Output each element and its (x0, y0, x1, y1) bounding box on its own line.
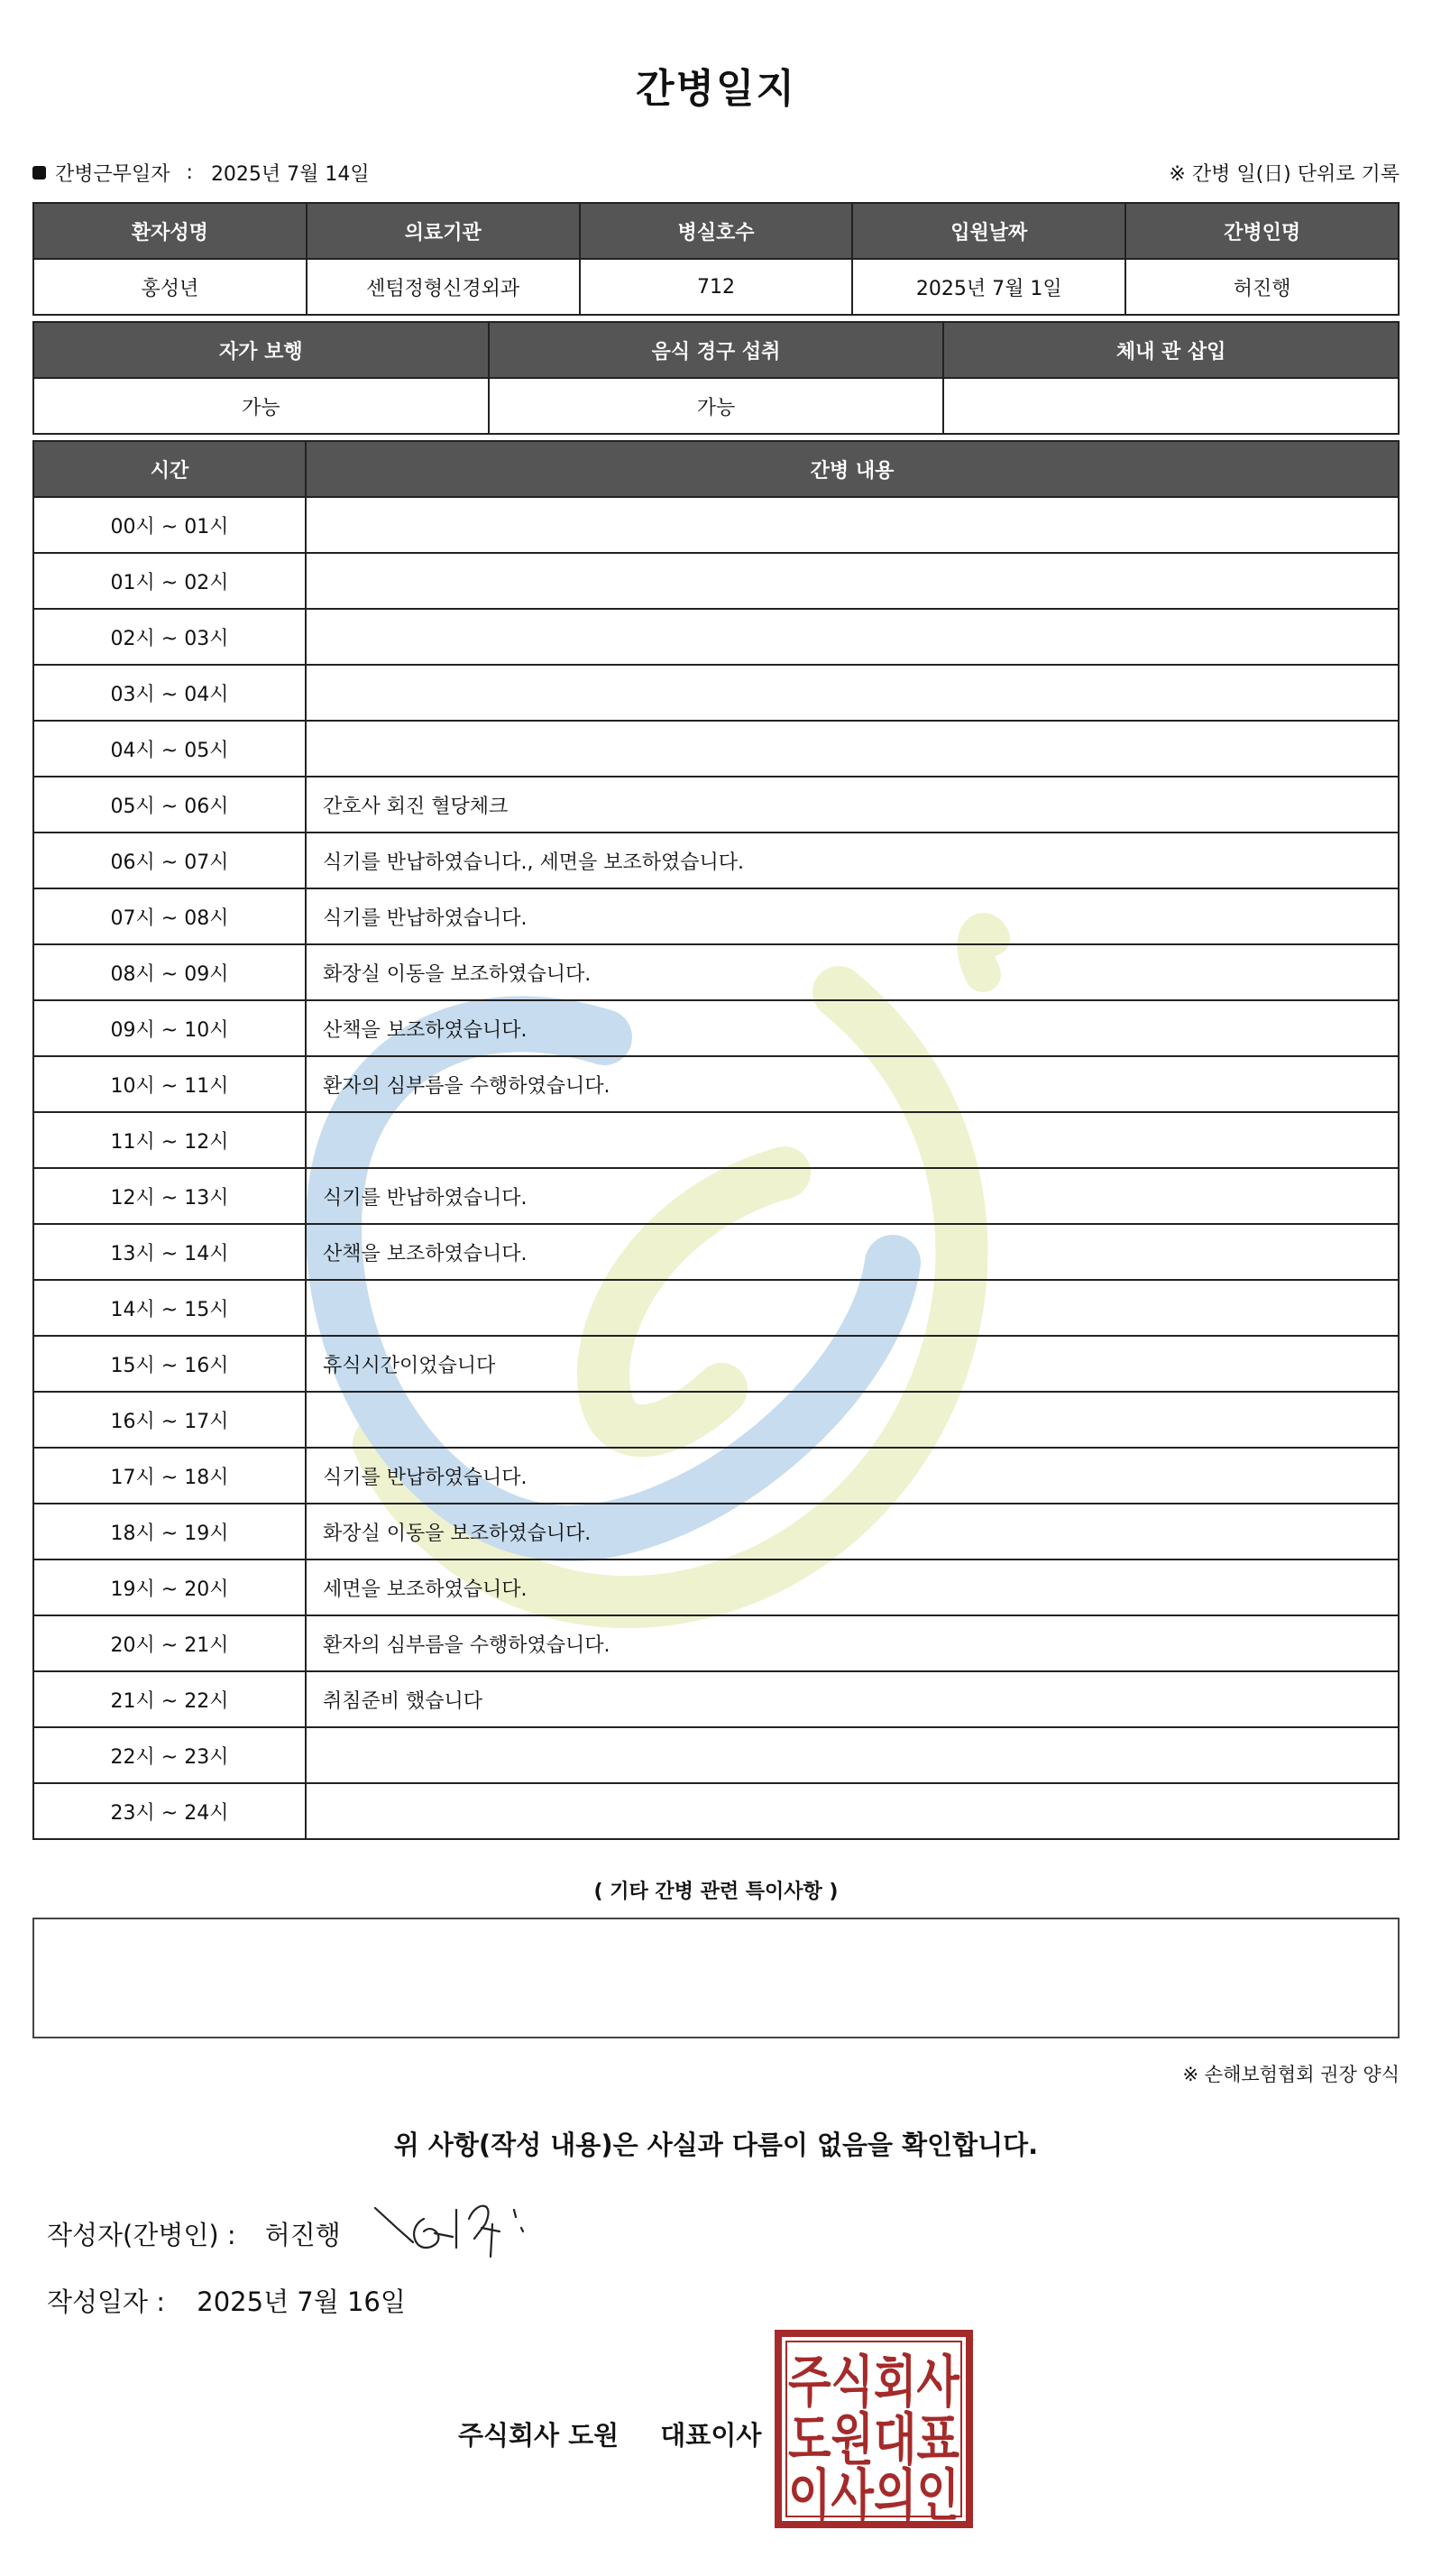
header-patient-name: 환자성명 (33, 203, 307, 259)
care-log-content (306, 609, 1399, 665)
status-value-row (33, 378, 1399, 434)
patient-status-table (32, 321, 1400, 435)
care-log-time: 21시 ~ 22시 (33, 1671, 306, 1727)
work-date-colon: : (186, 161, 193, 184)
document-title: 간병일지 (635, 66, 796, 112)
admission-date: 2025년 7월 1일 (852, 259, 1125, 315)
work-date-label: 간병근무일자 (55, 163, 170, 186)
written-date-row (47, 2282, 406, 2319)
care-log-content (306, 1392, 1399, 1448)
work-date-value: 2025년 7월 14일 (210, 163, 370, 186)
care-log-content: 취침준비 했습니다 (306, 1671, 1399, 1727)
care-log-time: 03시 ~ 04시 (33, 665, 306, 721)
care-log-row (33, 1727, 1399, 1783)
notes-box (32, 1918, 1400, 2038)
header-admission-date: 입원날짜 (852, 203, 1125, 259)
care-log-header-row (33, 441, 1399, 497)
care-log-row (33, 497, 1399, 553)
care-log-row (33, 1559, 1399, 1615)
header-oral-intake: 음식 경구 섭취 (489, 322, 944, 378)
header-time: 시간 (33, 441, 306, 497)
care-log-row (33, 1280, 1399, 1336)
care-log-row (33, 833, 1399, 888)
care-log-time: 23시 ~ 24시 (33, 1783, 306, 1839)
care-log-body (33, 497, 1399, 1839)
care-log-content (306, 1112, 1399, 1168)
care-log-content: 환자의 심부름을 수행하였습니다. (306, 1615, 1399, 1671)
care-log-content: 식기를 반납하였습니다. (306, 1448, 1399, 1504)
care-log-time: 22시 ~ 23시 (33, 1727, 306, 1783)
care-log-time: 04시 ~ 05시 (33, 721, 306, 777)
care-log-content (306, 1280, 1399, 1336)
writer-row (47, 2215, 341, 2252)
care-log-content (306, 497, 1399, 553)
confirmation-statement: 위 사항(작성 내용)은 사실과 다름이 없음을 확인합니다. (393, 2130, 1039, 2160)
care-log-row (33, 721, 1399, 777)
care-log-content (306, 1727, 1399, 1783)
care-log-content: 식기를 반납하였습니다., 세면을 보조하였습니다. (306, 833, 1399, 888)
care-log-time: 16시 ~ 17시 (33, 1392, 306, 1448)
room-number: 712 (580, 259, 853, 315)
written-date-value: 2025년 7월 16일 (197, 2286, 406, 2317)
care-log-row (33, 1224, 1399, 1280)
care-log-content: 산책을 보조하였습니다. (306, 1000, 1399, 1056)
care-log-time: 06시 ~ 07시 (33, 833, 306, 888)
oral-intake-value: 가능 (489, 378, 944, 434)
care-log-row (33, 777, 1399, 833)
care-log-content: 간호사 회진 혈당체크 (306, 777, 1399, 833)
care-log-time: 00시 ~ 01시 (33, 497, 306, 553)
care-log-time: 13시 ~ 14시 (33, 1224, 306, 1280)
care-log-row (33, 1000, 1399, 1056)
recommended-form-note: ※ 손해보험협회 권장 양식 (1182, 2064, 1400, 2085)
care-log-time: 08시 ~ 09시 (33, 944, 306, 1000)
unit-note: ※ 간병 일(日) 단위로 기록 (1169, 163, 1400, 186)
care-log-time: 17시 ~ 18시 (33, 1448, 306, 1504)
care-log-time: 07시 ~ 08시 (33, 888, 306, 944)
care-log-row (33, 665, 1399, 721)
care-log-time: 15시 ~ 16시 (33, 1336, 306, 1392)
header-caregiver: 간병인명 (1125, 203, 1399, 259)
care-log-row (33, 553, 1399, 609)
care-log-content (306, 665, 1399, 721)
care-log-content: 식기를 반납하였습니다. (306, 888, 1399, 944)
header-self-walking: 자가 보행 (33, 322, 489, 378)
care-log-row (33, 1671, 1399, 1727)
work-date-row (32, 159, 370, 187)
care-log-content (306, 553, 1399, 609)
care-log-row (33, 1504, 1399, 1559)
care-log-content: 휴식시간이었습니다 (306, 1336, 1399, 1392)
caregiver-name: 허진행 (1125, 259, 1399, 315)
care-log-row (33, 944, 1399, 1000)
header-care-content: 간병 내용 (306, 441, 1399, 497)
care-log-time: 19시 ~ 20시 (33, 1559, 306, 1615)
care-log-time: 12시 ~ 13시 (33, 1168, 306, 1224)
care-log-time: 11시 ~ 12시 (33, 1112, 306, 1168)
care-log-time: 14시 ~ 15시 (33, 1280, 306, 1336)
care-log-row (33, 1336, 1399, 1392)
written-date-label: 작성일자 : (47, 2286, 166, 2317)
handwritten-signature (370, 2192, 541, 2264)
care-log-content (306, 1783, 1399, 1839)
company-row (458, 2415, 761, 2452)
care-log-row (33, 1392, 1399, 1448)
care-log-content: 식기를 반납하였습니다. (306, 1168, 1399, 1224)
care-log-content: 환자의 심부름을 수행하였습니다. (306, 1056, 1399, 1112)
company-seal-stamp (774, 2329, 974, 2529)
company-name: 주식회사 도원 (458, 2420, 620, 2451)
care-log-content: 화장실 이동을 보조하였습니다. (306, 944, 1399, 1000)
patient-info-table (32, 202, 1400, 316)
representative-title: 대표이사 (660, 2420, 762, 2451)
care-log-time: 02시 ~ 03시 (33, 609, 306, 665)
care-log-time: 09시 ~ 10시 (33, 1000, 306, 1056)
care-log-row (33, 1168, 1399, 1224)
care-log-row (33, 1056, 1399, 1112)
header-hospital: 의료기관 (307, 203, 580, 259)
care-log-time: 10시 ~ 11시 (33, 1056, 306, 1112)
header-tube-insertion: 체내 관 삽입 (943, 322, 1399, 378)
seal-line-2: 도원대표 (788, 2406, 960, 2472)
hospital-name: 센텀정형신경외과 (307, 259, 580, 315)
care-log-row (33, 609, 1399, 665)
care-log-content: 화장실 이동을 보조하였습니다. (306, 1504, 1399, 1559)
care-log-content: 산책을 보조하였습니다. (306, 1224, 1399, 1280)
care-log-time: 01시 ~ 02시 (33, 553, 306, 609)
header-room: 병실호수 (580, 203, 853, 259)
patient-header-row (33, 203, 1399, 259)
care-log-row (33, 1615, 1399, 1671)
care-log-content (306, 721, 1399, 777)
care-log-row (33, 1783, 1399, 1839)
care-log-content: 세면을 보조하였습니다. (306, 1559, 1399, 1615)
care-log-row (33, 1448, 1399, 1504)
patient-name: 홍성년 (33, 259, 307, 315)
care-log-table (32, 440, 1400, 1840)
square-bullet-icon (32, 166, 46, 179)
seal-line-3: 이사의인 (788, 2462, 959, 2528)
notes-title: ( 기타 간병 관련 특이사항 ) (593, 1881, 839, 1903)
seal-line-1: 주식회사 (788, 2349, 960, 2415)
patient-value-row (33, 259, 1399, 315)
care-log-time: 18시 ~ 19시 (33, 1504, 306, 1559)
care-log-time: 20시 ~ 21시 (33, 1615, 306, 1671)
care-log-row (33, 888, 1399, 944)
tube-insertion-value (943, 378, 1399, 434)
care-log-time: 05시 ~ 06시 (33, 777, 306, 833)
care-log-row (33, 1112, 1399, 1168)
self-walking-value: 가능 (33, 378, 489, 434)
writer-label: 작성자(간병인) : (47, 2220, 236, 2250)
writer-name: 허진행 (264, 2220, 341, 2250)
status-header-row (33, 322, 1399, 378)
